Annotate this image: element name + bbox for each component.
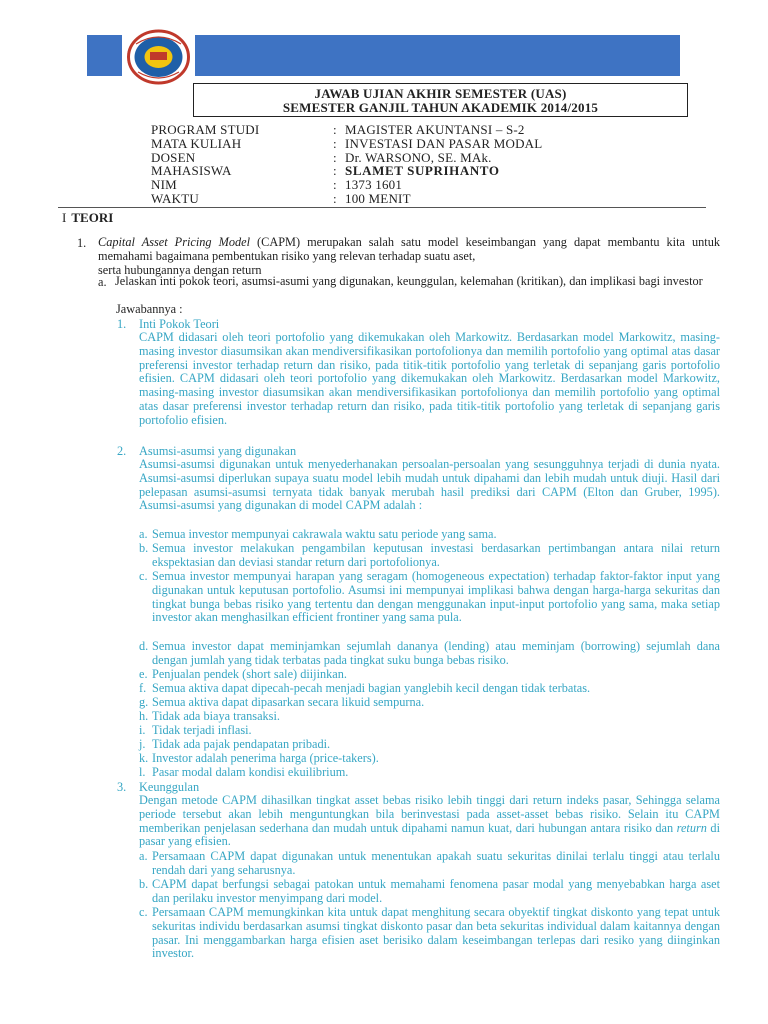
list-text: Semua aktiva dapat dipasarkan secara likuid sempurna.	[152, 695, 425, 709]
list-letter: e.	[139, 667, 148, 681]
question-text	[98, 236, 720, 264]
list-letter: c.	[139, 905, 148, 919]
list-item	[139, 640, 720, 668]
list-text: Persamaan CAPM dapat digunakan untuk menentukan apakah suatu sekuritas dinilai terlalu tinggi atau terlalu rendah dari yang seharusnya.	[152, 849, 720, 877]
answer-section-number: 1.	[117, 317, 127, 331]
info-value: 1373 1601	[345, 177, 403, 193]
subquestion-text: Jelaskan inti pokok teori, asumsi-asumi yang digunakan, keunggulan, kelemahan (kritikan), dan implikasi bagi investor	[115, 274, 703, 288]
info-row-course	[151, 137, 542, 151]
question-continuation: serta hubungannya dengan return	[98, 263, 262, 277]
list-letter: h.	[139, 709, 149, 723]
list-letter: b.	[139, 877, 149, 891]
answer-label: Jawabannya :	[116, 302, 183, 316]
list-letter: a.	[139, 849, 148, 863]
logo-emblem-icon	[122, 28, 195, 86]
list-item	[139, 682, 720, 696]
answer-section-number: 2.	[117, 444, 127, 458]
info-value: MAGISTER AKUNTANSI – S-2	[345, 122, 525, 137]
info-label: WAKTU	[151, 190, 199, 206]
section-number: I	[62, 210, 67, 225]
list-item	[139, 528, 720, 542]
paragraph-part: di pasar yang efisien.	[139, 820, 720, 849]
list-text: Investor adalah penerima harga (price-takers).	[152, 751, 379, 765]
section-title: TEORI	[71, 210, 114, 225]
info-colon: :	[333, 122, 337, 137]
list-item	[139, 738, 720, 752]
list-item	[139, 696, 720, 710]
info-value: Dr. WARSONO, SE. MAk.	[345, 149, 492, 165]
question-body: (CAPM) merupakan salah satu model keseimbangan yang dapat membantu kita untuk memahami bagaimana pembentukan risiko yang relevan terhadap suatu aset,	[98, 235, 721, 263]
list-text: Tidak terjadi inflasi.	[152, 723, 252, 737]
info-label: PROGRAM STUDI	[151, 122, 260, 137]
paragraph-part: Dengan metode CAPM dihasilkan tingkat asset bebas risiko lebih tinggi dari return indeks pasar, Sehingga selama periode tersebut akan lebih menguntungkan bila berinvestasi pada asset-asset bebas risiko. Selain itu CAPM memberikan penjelasan sederhana dan mudah untuk dipahami namun kuat, dari hubungan antara risiko dan	[139, 793, 720, 835]
info-colon: :	[333, 190, 337, 206]
list-item	[139, 570, 720, 625]
info-colon: :	[333, 135, 337, 151]
list-letter: b.	[139, 541, 149, 555]
info-colon: :	[333, 177, 337, 193]
list-item	[139, 710, 720, 724]
list-letter: k.	[139, 751, 149, 765]
list-text: Semua investor dapat meminjamkan sejumlah dananya (lending) atau meminjam (borrowing) sejumlah dana dengan jumlah yang tidak terbatas pada tingkat suku bunga bebas risiko.	[152, 639, 720, 667]
list-item	[139, 668, 720, 682]
question-italic-term: Capital Asset Pricing Model	[98, 235, 251, 249]
list-letter: g.	[139, 695, 149, 709]
info-value: 100 MENIT	[345, 190, 411, 206]
answer-section-number: 3.	[117, 780, 127, 794]
list-letter: a.	[139, 527, 148, 541]
answer-section-title: Asumsi-asumsi yang digunakan	[139, 444, 297, 458]
subquestion-letter: a.	[98, 275, 107, 289]
info-value: SLAMET SUPRIHANTO	[345, 163, 500, 179]
section-heading	[62, 210, 113, 226]
info-row-nim	[151, 178, 542, 192]
list-item	[139, 906, 720, 961]
list-item	[139, 850, 720, 878]
list-item	[139, 724, 720, 738]
answer-paragraph	[139, 794, 720, 849]
answer-paragraph: CAPM didasari oleh teori portofolio yang dikemukakan oleh Markowitz. Berdasarkan model Markowitz, masing-masing investor diasumsikan akan mendiversifikasikan portofolionya dan memilih portofolio yang optimal atas dasar preferensi investor terhadap return dan risiko, pada titik-titik portofolio yang terletak di sepanjang garis portofolio efisien. CAPM didasari oleh teori portofolio yang dikemukakan oleh Markowitz. Berdasarkan model Markowitz, masing-masing investor diasumsikan akan mendiversifikasikan portofolionya dan memilih portofolio yang optimal atas dasar preferensi investor terhadap return dan risiko, pada titik-titik portofolio yang terletak di sepanjang garis portofolio efisien.	[139, 330, 720, 427]
list-text: Pasar modal dalam kondisi ekuilibrium.	[152, 765, 349, 779]
list-text: CAPM dapat berfungsi sebagai patokan untuk memahami fenomena pasar modal yang menyebabkan harga aset dan perilaku investor menyimpang dari model.	[152, 877, 720, 905]
list-item	[139, 766, 720, 780]
list-text: Semua investor melakukan pengambilan keputusan investasi berdasarkan pertimbangan antara nilai return ekspektasian dan deviasi standar return dari portofolionya.	[152, 541, 720, 569]
exam-title-box	[193, 83, 688, 117]
list-letter: d.	[139, 639, 149, 653]
info-label: MATA KULIAH	[151, 135, 242, 151]
exam-info-table	[151, 123, 542, 206]
exam-title-line1: JAWAB UJIAN AKHIR SEMESTER (UAS)	[314, 86, 567, 101]
question-number: 1.	[77, 236, 87, 250]
list-item	[139, 752, 720, 766]
list-text: Semua aktiva dapat dipecah-pecah menjadi bagian yanglebih kecil dengan tidak terbatas.	[152, 681, 591, 695]
info-row-time	[151, 192, 542, 206]
list-text: Tidak ada biaya transaksi.	[152, 709, 280, 723]
info-label: MAHASISWA	[151, 163, 232, 179]
info-label: NIM	[151, 177, 177, 193]
exam-title-line2: SEMESTER GANJIL TAHUN AKADEMIK 2014/2015	[282, 100, 599, 115]
list-text: Tidak ada pajak pendapatan pribadi.	[152, 737, 331, 751]
institution-logo	[122, 28, 195, 86]
divider-line	[58, 207, 706, 208]
list-item	[139, 878, 720, 906]
list-letter: i.	[139, 723, 146, 737]
list-text: Penjualan pendek (short sale) diijinkan.	[152, 667, 347, 681]
list-letter: c.	[139, 569, 148, 583]
info-colon: :	[333, 149, 337, 165]
info-colon: :	[333, 163, 337, 179]
list-letter: f.	[139, 681, 147, 695]
list-text: Semua investor mempunyai cakrawala waktu satu periode yang sama.	[152, 527, 497, 541]
info-row-program	[151, 123, 542, 137]
list-text: Semua investor mempunyai harapan yang seragam (homogeneous expectation) terhadap faktor-faktor input yang digunakan untuk keputusan portofolio. Asumsi ini mempunyai implikasi bahwa dengan harga-harga sekuritas dan tingkat bunga bebas risiko yang tertentu dan dengan menggunakan input-input portofolio yang sama, maka setiap investor akan menghasilkan efficient frontiner yang sama pula.	[152, 569, 720, 625]
paragraph-italic: return	[676, 820, 707, 835]
list-letter: l.	[139, 765, 146, 779]
answer-section-title: Inti Pokok Teori	[139, 317, 220, 331]
info-row-student	[151, 164, 542, 178]
list-letter: j.	[139, 737, 146, 751]
info-value: INVESTASI DAN PASAR MODAL	[345, 135, 543, 151]
list-item	[139, 542, 720, 570]
info-label: DOSEN	[151, 149, 196, 165]
answer-section-title: Keunggulan	[139, 780, 200, 794]
info-row-lecturer	[151, 151, 542, 165]
answer-paragraph: Asumsi-asumsi digunakan untuk menyederhanakan persoalan-persoalan yang sesungguhnya terjadi di dunia nyata. Asumsi-asumsi diperlukan supaya suatu model lebih mudah untuk dipahami dan lebih mudah untuk diuji. Hasil dari pelepasan asumsi-asumsi ternyata tidak banyak merubah hasil prediksi dari CAPM (Elton dan Gruber, 1995). Asumsi-asumsi yang digunakan di model CAPM adalah :	[139, 457, 720, 513]
list-text: Persamaan CAPM memungkinkan kita untuk dapat menghitung secara obyektif tingkat diskonto yang tepat untuk sekuritas individu berdasarkan asumsi tingkat diskonto pasar dan beta sekuritas individual dalam kaitannya dengan pasar. Ini menggambarkan harga efisien aset berisiko dalam keseimbangan terlepas dari resiko yang diinginkan investor.	[152, 905, 720, 961]
